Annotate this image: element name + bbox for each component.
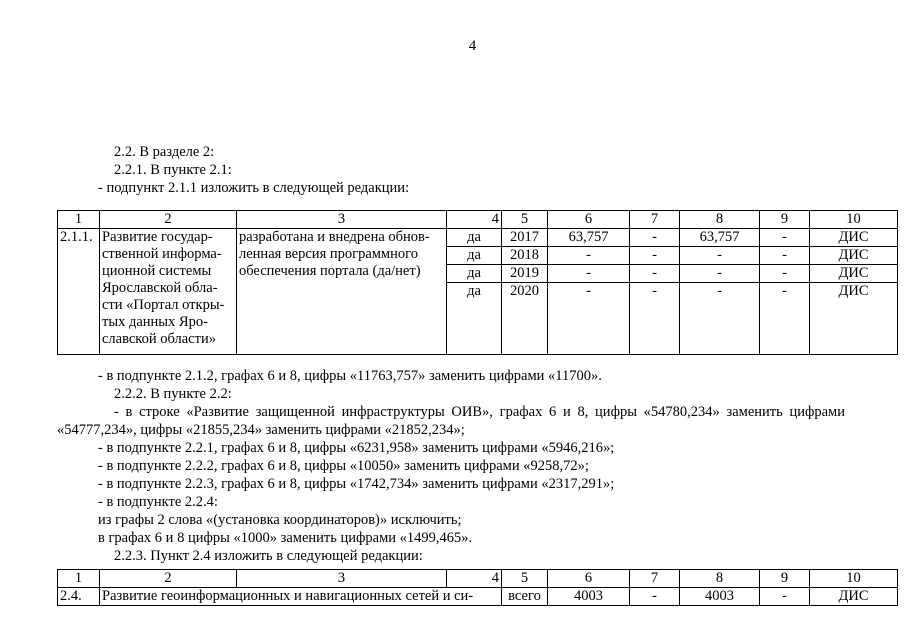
table-row <box>58 588 898 606</box>
amount-cell: - <box>548 283 630 355</box>
header-cell: 6 <box>548 211 630 229</box>
cell-line: ционной системы <box>102 263 212 279</box>
amount-cell: - <box>630 588 680 606</box>
amount-cell: - <box>548 247 630 265</box>
body-paragraph: 2.2.3. Пункт 2.4 изложить в следующей редакции: <box>114 548 423 564</box>
amount-cell: - <box>760 229 810 247</box>
header-cell: 4 <box>447 211 502 229</box>
table-header-row <box>58 570 898 588</box>
header-cell: 1 <box>58 570 100 588</box>
cell-line: тых данных Яро- <box>102 314 208 330</box>
body-text: - в строке «Развитие защищенной инфраструктуры ОИВ», графах 6 и 8, цифры «54780,234» заменить цифрами <box>114 404 845 420</box>
amount-cell: - <box>760 247 810 265</box>
header-cell: 6 <box>548 570 630 588</box>
executor-cell: ДИС <box>810 283 898 355</box>
indicator-cell <box>237 229 447 355</box>
cell-line: сти «Портал откры- <box>102 297 225 313</box>
header-cell: 10 <box>810 570 898 588</box>
cell-line: славской области» <box>102 331 216 347</box>
table-header-row <box>58 211 898 229</box>
header-cell: 4 <box>447 570 502 588</box>
row-id-cell: 2.1.1. <box>58 229 100 355</box>
total-cell: всего <box>502 588 548 606</box>
amount-cell: - <box>680 247 760 265</box>
body-paragraph: «54777,234», цифры «21855,234» заменить цифрами «21852,234»; <box>57 422 465 438</box>
year-cell: 2018 <box>502 247 548 265</box>
header-cell: 7 <box>630 211 680 229</box>
row-id-cell: 2.4. <box>58 588 100 606</box>
amount-cell: - <box>630 229 680 247</box>
value-cell: да <box>447 229 502 247</box>
amount-cell: - <box>760 588 810 606</box>
measure-name-cell <box>100 229 237 355</box>
amount-cell: 4003 <box>680 588 760 606</box>
header-cell: 8 <box>680 211 760 229</box>
body-paragraph: в графах 6 и 8 цифры «1000» заменить цифрами «1499,465». <box>98 530 473 546</box>
amount-cell: - <box>630 265 680 283</box>
measure-name-cell: Развитие геоинформационных и навигационных сетей и си- <box>100 588 502 606</box>
header-cell: 1 <box>58 211 100 229</box>
page-number: 4 <box>468 38 477 54</box>
header-cell: 5 <box>502 570 548 588</box>
amount-cell: - <box>760 265 810 283</box>
amount-cell: - <box>760 283 810 355</box>
program-table-2 <box>57 569 898 606</box>
amount-cell: 63,757 <box>680 229 760 247</box>
body-paragraph: из графы 2 слова «(установка координаторов)» исключить; <box>98 512 462 528</box>
amount-cell: - <box>680 283 760 355</box>
body-paragraph: - в подпункте 2.2.1, графах 6 и 8, цифры «6231,958» заменить цифрами «5946,216»; <box>98 440 615 456</box>
amount-cell: - <box>630 247 680 265</box>
body-paragraph: - в подпункте 2.2.4: <box>98 494 218 510</box>
header-cell: 8 <box>680 570 760 588</box>
amount-cell: 63,757 <box>548 229 630 247</box>
header-cell: 9 <box>760 570 810 588</box>
header-cell: 9 <box>760 211 810 229</box>
value-cell: да <box>447 283 502 355</box>
cell-line: разработана и внедрена обнов- <box>239 229 430 245</box>
year-cell: 2017 <box>502 229 548 247</box>
amount-cell: - <box>548 265 630 283</box>
instruction-line: - подпункт 2.1.1 изложить в следующей редакции: <box>98 180 410 196</box>
cell-line: ленная версия программного <box>239 246 418 262</box>
body-paragraph: - в подпункте 2.1.2, графах 6 и 8, цифры «11763,757» заменить цифрами «11700». <box>98 368 602 384</box>
subsection-heading: 2.2.1. В пункте 2.1: <box>114 162 232 178</box>
cell-line: Развитие государ- <box>102 229 213 245</box>
body-paragraph: - в подпункте 2.2.2, графах 6 и 8, цифры «10050» заменить цифрами «9258,72»; <box>98 458 589 474</box>
body-paragraph <box>98 403 845 421</box>
header-cell: 7 <box>630 570 680 588</box>
header-cell: 5 <box>502 211 548 229</box>
year-cell: 2019 <box>502 265 548 283</box>
executor-cell: ДИС <box>810 229 898 247</box>
program-table-1 <box>57 210 898 355</box>
year-cell: 2020 <box>502 283 548 355</box>
value-cell: да <box>447 265 502 283</box>
header-cell: 10 <box>810 211 898 229</box>
amount-cell: 4003 <box>548 588 630 606</box>
section-heading: 2.2. В разделе 2: <box>114 144 215 160</box>
header-cell: 2 <box>100 570 237 588</box>
body-paragraph: - в подпункте 2.2.3, графах 6 и 8, цифры «1742,734» заменить цифрами «2317,291»; <box>98 476 615 492</box>
header-cell: 3 <box>237 570 447 588</box>
executor-cell: ДИС <box>810 247 898 265</box>
value-cell: да <box>447 247 502 265</box>
body-paragraph: 2.2.2. В пункте 2.2: <box>114 386 232 402</box>
amount-cell: - <box>680 265 760 283</box>
cell-line: обеспечения портала (да/нет) <box>239 263 421 279</box>
cell-line: ственной информа- <box>102 246 222 262</box>
cell-line: Ярославской обла- <box>102 280 218 296</box>
executor-cell: ДИС <box>810 588 898 606</box>
table-row <box>58 229 898 247</box>
executor-cell: ДИС <box>810 265 898 283</box>
header-cell: 2 <box>100 211 237 229</box>
amount-cell: - <box>630 283 680 355</box>
header-cell: 3 <box>237 211 447 229</box>
